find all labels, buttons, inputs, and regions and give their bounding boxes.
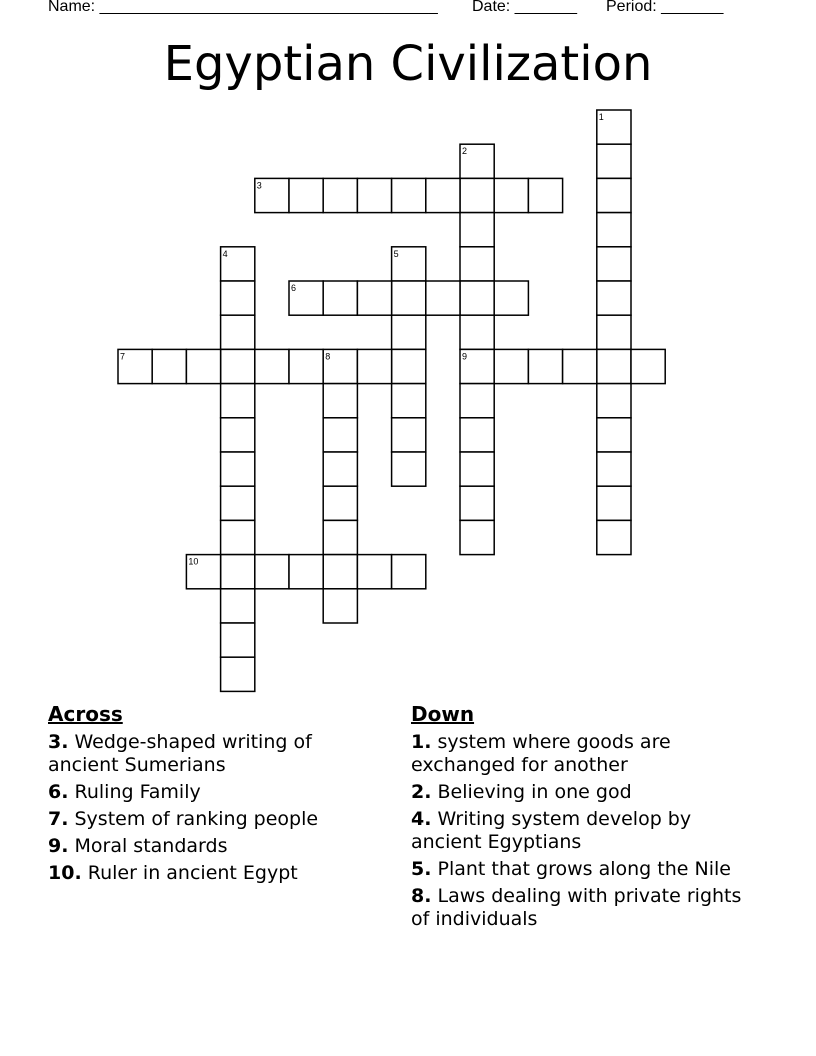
- grid-cell[interactable]: [221, 589, 255, 623]
- grid-cell[interactable]: [357, 349, 391, 383]
- grid-cell[interactable]: [597, 144, 631, 178]
- grid-cell[interactable]: [426, 178, 460, 212]
- grid-cell[interactable]: [221, 452, 255, 486]
- grid-cell[interactable]: [357, 555, 391, 589]
- grid-cell[interactable]: [357, 281, 391, 315]
- down-clues: [411, 702, 751, 935]
- grid-cell[interactable]: [289, 178, 323, 212]
- down-clue: 1. system where goods are exchanged for another: [411, 731, 671, 776]
- grid-cell[interactable]: [221, 281, 255, 315]
- grid-cell[interactable]: [460, 486, 494, 520]
- across-clue: 3. Wedge-shaped writing of ancient Sumerians: [48, 731, 312, 776]
- grid-cell[interactable]: [392, 555, 426, 589]
- grid-cell[interactable]: [323, 178, 357, 212]
- grid-cell[interactable]: [392, 315, 426, 349]
- grid-cell[interactable]: [597, 213, 631, 247]
- grid-cell[interactable]: [289, 555, 323, 589]
- grid-cell[interactable]: [597, 178, 631, 212]
- down-heading: Down: [411, 702, 475, 726]
- grid-cell[interactable]: [563, 349, 597, 383]
- grid-cell[interactable]: [255, 555, 289, 589]
- grid-cell[interactable]: [323, 418, 357, 452]
- grid-cell[interactable]: [460, 384, 494, 418]
- grid-cell[interactable]: [221, 555, 255, 589]
- clue-number: 8: [325, 351, 331, 362]
- clue-number: 10: [188, 556, 199, 567]
- grid-cell[interactable]: [221, 418, 255, 452]
- grid-cell[interactable]: [597, 452, 631, 486]
- grid-cell[interactable]: [289, 349, 323, 383]
- grid-cell[interactable]: [597, 281, 631, 315]
- grid-cell[interactable]: [221, 384, 255, 418]
- down-clue: 5. Plant that grows along the Nile: [411, 858, 731, 880]
- grid-cell[interactable]: [460, 281, 494, 315]
- grid-cell[interactable]: [323, 520, 357, 554]
- grid-cell[interactable]: [631, 349, 665, 383]
- grid-cell[interactable]: [460, 520, 494, 554]
- grid-cell[interactable]: [392, 178, 426, 212]
- grid-cell[interactable]: [255, 349, 289, 383]
- grid-cell[interactable]: [528, 178, 562, 212]
- grid-cell[interactable]: [152, 349, 186, 383]
- grid-cell[interactable]: [323, 589, 357, 623]
- grid-cell[interactable]: [597, 349, 631, 383]
- across-clues: [48, 702, 368, 889]
- grid-cell[interactable]: [597, 315, 631, 349]
- grid-cell[interactable]: [221, 315, 255, 349]
- grid-cell[interactable]: [323, 555, 357, 589]
- across-clue: 7. System of ranking people: [48, 808, 319, 830]
- grid-cell[interactable]: [494, 281, 528, 315]
- down-clue: 2. Believing in one god: [411, 781, 632, 803]
- down-clue: 8. Laws dealing with private rights of individuals: [411, 885, 742, 930]
- grid-cell[interactable]: [392, 281, 426, 315]
- grid-cell[interactable]: [323, 384, 357, 418]
- grid-cell[interactable]: [323, 486, 357, 520]
- clue-number: 5: [393, 248, 399, 259]
- clue-number: 9: [462, 351, 468, 362]
- grid-cell[interactable]: [323, 452, 357, 486]
- grid-cell[interactable]: [357, 178, 391, 212]
- name-field-label: Name: ______________________________________: [48, 0, 438, 15]
- clue-number: 1: [598, 112, 604, 122]
- grid-cell[interactable]: [460, 213, 494, 247]
- grid-cell[interactable]: [597, 418, 631, 452]
- grid-cell[interactable]: [221, 520, 255, 554]
- clue-number: 3: [256, 180, 262, 191]
- grid-cell[interactable]: [597, 384, 631, 418]
- across-clue: 10. Ruler in ancient Egypt: [48, 862, 298, 884]
- grid-cell[interactable]: [460, 247, 494, 281]
- grid-cell[interactable]: [460, 452, 494, 486]
- across-clue: 6. Ruling Family: [48, 781, 201, 803]
- grid-cell[interactable]: [392, 418, 426, 452]
- grid-cell[interactable]: [460, 418, 494, 452]
- grid-cell[interactable]: [221, 486, 255, 520]
- grid-cell[interactable]: [323, 281, 357, 315]
- clue-number: 2: [462, 146, 468, 157]
- clue-number: 4: [222, 248, 228, 259]
- grid-cell[interactable]: [392, 349, 426, 383]
- date-field-label: Date: _______: [472, 0, 577, 15]
- down-clue: 4. Writing system develop by ancient Egyptians: [411, 808, 692, 853]
- grid-cell[interactable]: [494, 178, 528, 212]
- grid-cell[interactable]: [221, 657, 255, 691]
- clue-number: 6: [291, 283, 297, 293]
- grid-cell[interactable]: [221, 349, 255, 383]
- page-title: Egyptian Civilization: [163, 36, 653, 92]
- grid-cell[interactable]: [392, 452, 426, 486]
- grid-cell[interactable]: [460, 315, 494, 349]
- grid-cell[interactable]: [528, 349, 562, 383]
- clue-number: 7: [120, 351, 126, 362]
- across-clue: 9. Moral standards: [48, 835, 228, 857]
- grid-cell[interactable]: [460, 178, 494, 212]
- grid-cell[interactable]: [597, 486, 631, 520]
- period-field-label: Period: _______: [606, 0, 724, 15]
- grid-cell[interactable]: [597, 247, 631, 281]
- grid-cell[interactable]: [392, 384, 426, 418]
- across-heading: Across: [48, 702, 123, 726]
- grid-cell[interactable]: [186, 349, 220, 383]
- grid-cell[interactable]: [221, 623, 255, 657]
- grid-cell[interactable]: [426, 281, 460, 315]
- grid-cell[interactable]: [494, 349, 528, 383]
- grid-cell[interactable]: [597, 520, 631, 554]
